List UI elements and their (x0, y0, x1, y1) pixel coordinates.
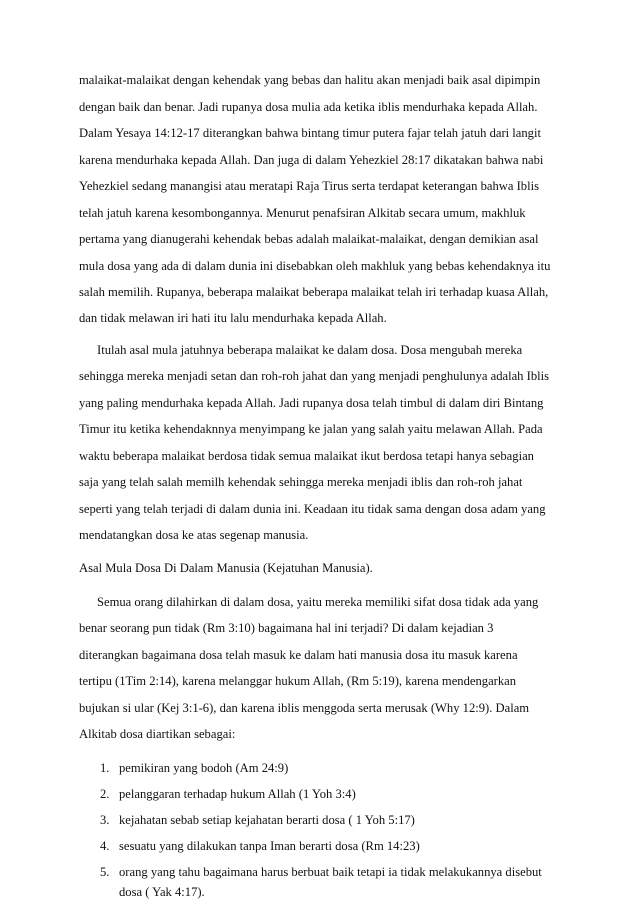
list-number: 1. (100, 761, 110, 775)
list-number: 4. (100, 839, 110, 853)
list-text: sesuatu yang dilakukan tanpa Iman berarti dosa (Rm 14:23) (119, 839, 420, 853)
paragraph-line: karena mendurhaka kepada Allah. Dan juga di dalam Yehezkiel 28:17 dikatakan bahwa nabi (79, 153, 544, 167)
paragraph-line: bujukan si ular (Kej 3:1-6), dan karena iblis menggoda serta merusak (Why 12:9). Dalam (79, 701, 530, 715)
paragraph-line: Semua orang dilahirkan di dalam dosa, yaitu mereka memiliki sifat dosa tidak ada yang (97, 595, 539, 609)
paragraph-line: Alkitab dosa diartikan sebagai: (79, 727, 236, 741)
paragraph-line: dengan baik dan benar. Jadi rupanya dosa mulia ada ketika iblis mendurhaka kepada Allah. (79, 100, 538, 114)
list-number: 5. (100, 865, 110, 879)
paragraph-line: mendatangkan dosa ke atas segenap manusia. (79, 528, 309, 542)
list-number: 3. (100, 813, 110, 827)
paragraph-line: yang paling mendurhaka kepada Allah. Jadi rupanya dosa telah timbul di dalam diri Bintang (79, 396, 544, 410)
paragraph-line: waktu beberapa malaikat berdosa tidak semua malaikat ikut berdosa tetapi hanya sebagian (79, 449, 534, 463)
paragraph-line: Itulah asal mula jatuhnya beberapa malaikat ke dalam dosa. Dosa mengubah mereka (97, 343, 523, 357)
section-heading: Asal Mula Dosa Di Dalam Manusia (Kejatuhan Manusia). (79, 561, 373, 575)
paragraph-line: salah memilih. Rupanya, beberapa malaikat beberapa malaikat telah iri terhadap kuasa Allah, (79, 285, 549, 299)
paragraph-line: diterangkan bagaimana dosa telah masuk ke dalam hati manusia dosa itu masuk karena (79, 648, 518, 662)
list-text: pelanggaran terhadap hukum Allah (1 Yoh 3:4) (119, 787, 356, 801)
paragraph-line: dan tidak melawan iri hati itu lalu mendurhaka kepada Allah. (79, 311, 387, 325)
paragraph-line: Yehezkiel sedang manangisi atau meratapi Raja Tirus serta terdapat keterangan bahwa Iblis (79, 179, 539, 193)
paragraph-line: Dalam Yesaya 14:12-17 diterangkan bahwa bintang timur putera fajar telah jatuh dari langit (79, 126, 541, 140)
paragraph-line: malaikat-malaikat dengan kehendak yang bebas dan halitu akan menjadi baik asal dipimpin (79, 73, 541, 87)
list-text: pemikiran yang bodoh (Am 24:9) (119, 761, 289, 775)
paragraph-line: Timur itu ketika kehendaknnya menyimpang ke jalan yang salah yaitu melawan Allah. Pada (79, 422, 543, 436)
paragraph-line: seperti yang telah terjadi di dalam dunia ini. Keadaan itu tidak sama dengan dosa adam yang (79, 502, 546, 516)
paragraph-line: sehingga mereka menjadi setan dan roh-roh jahat dan yang menjadi penghulunya adalah Iblis (79, 369, 550, 383)
list-text: kejahatan sebab setiap kejahatan berarti dosa ( 1 Yoh 5:17) (119, 813, 415, 827)
list-text: orang yang tahu bagaimana harus berbuat baik tetapi ia tidak melakukannya disebut (119, 865, 542, 879)
paragraph-line: benar seorang pun tidak (Rm 3:10) bagaimana hal ini terjadi? Di dalam kejadian 3 (79, 621, 494, 635)
paragraph-line: mula dosa yang ada di dalam dunia ini disebabkan oleh makhluk yang bebas kehendaknya itu (79, 259, 551, 273)
list-text-continued: dosa ( Yak 4:17). (119, 885, 205, 899)
list-number: 2. (100, 787, 110, 801)
paragraph-line: tertipu (1Tim 2:14), karena melanggar hukum Allah, (Rm 5:19), karena mendengarkan (79, 674, 517, 688)
paragraph-line: telah jatuh karena kesombongannya. Menurut penafsiran Alkitab secara umum, makhluk (79, 206, 526, 220)
paragraph-line: saja yang telah salah memilh kehendak sehingga mereka menjadi iblis dan roh-roh jahat (79, 475, 523, 489)
paragraph-line: pertama yang dianugerahi kehendak bebas adalah malaikat-malaikat, dengan demikian asal (79, 232, 539, 246)
